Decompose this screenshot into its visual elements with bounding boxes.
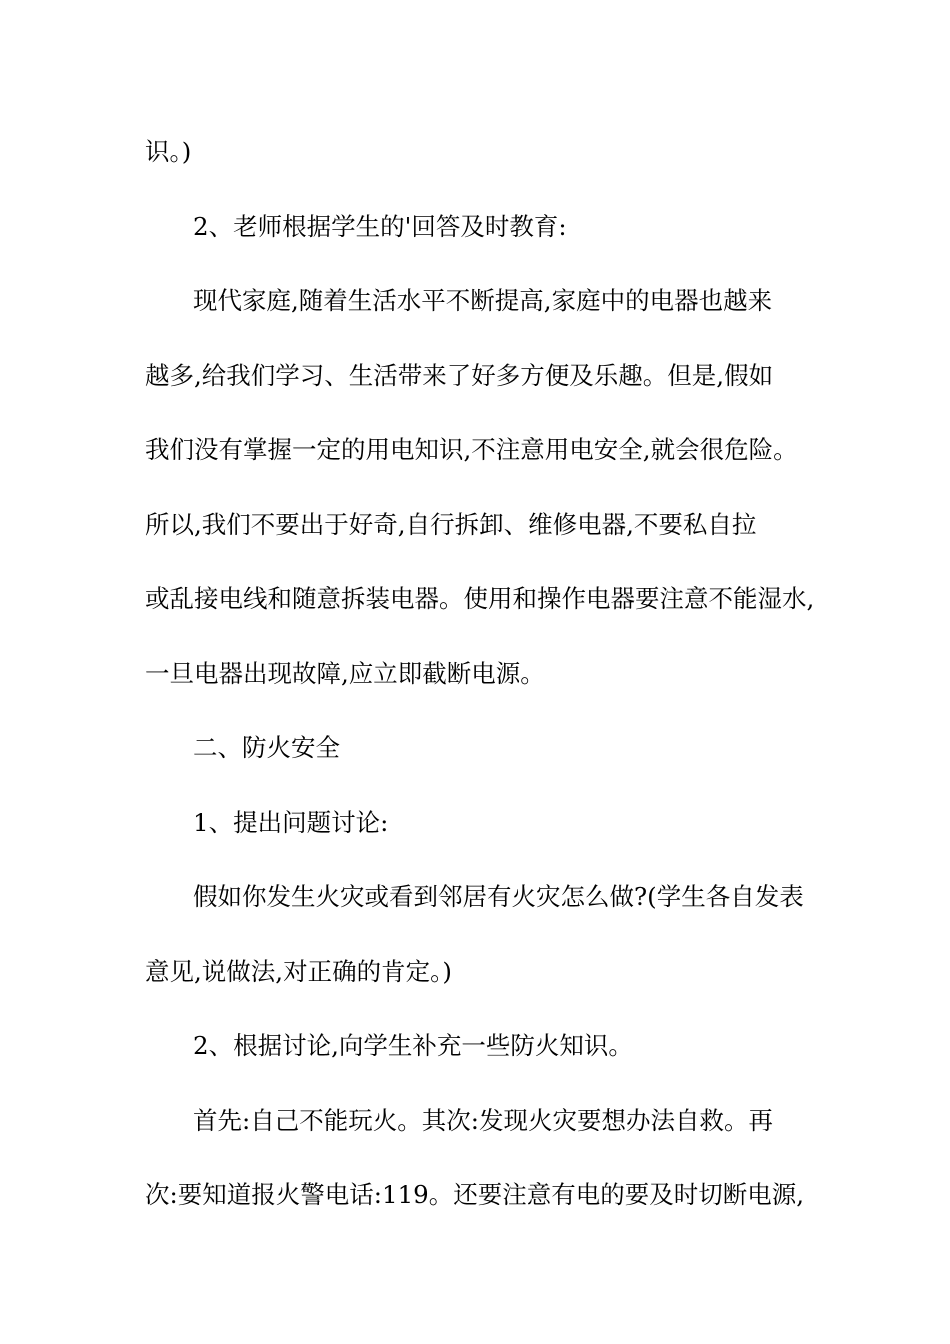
paragraph-start: 首先:自己不能玩火。其次:发现火灾要想办法自救。再 [193, 1106, 774, 1135]
text-line: 我们没有掌握一定的用电知识,不注意用电安全,就会很危险。 [145, 435, 798, 464]
text-line: 或乱接电线和随意拆装电器。使用和操作电器要注意不能湿水, [145, 584, 815, 613]
text-line: 越多,给我们学习、生活带来了好多方便及乐趣。但是,假如 [145, 361, 774, 390]
section-heading: 二、防火安全 [193, 733, 340, 762]
text-line: 意见,说做法,对正确的肯定。) [145, 957, 452, 986]
text-line: 2、老师根据学生的'回答及时教育: [193, 212, 567, 241]
text-line: 1、提出问题讨论: [193, 808, 389, 837]
text-line: 次:要知道报火警电话:119。还要注意有电的要及时切断电源, [145, 1180, 805, 1209]
text-line: 2、根据讨论,向学生补充一些防火知识。 [193, 1031, 633, 1060]
text-line: 一旦电器出现故障,应立即截断电源。 [145, 659, 545, 688]
paragraph-start: 现代家庭,随着生活水平不断提高,家庭中的电器也越来 [193, 286, 773, 315]
paragraph-start: 假如你发生火灾或看到邻居有火灾怎么做?(学生各自发表 [193, 882, 804, 911]
text-line: 识。) [145, 137, 192, 166]
text-line: 所以,我们不要出于好奇,自行拆卸、维修电器,不要私自拉 [145, 510, 757, 539]
